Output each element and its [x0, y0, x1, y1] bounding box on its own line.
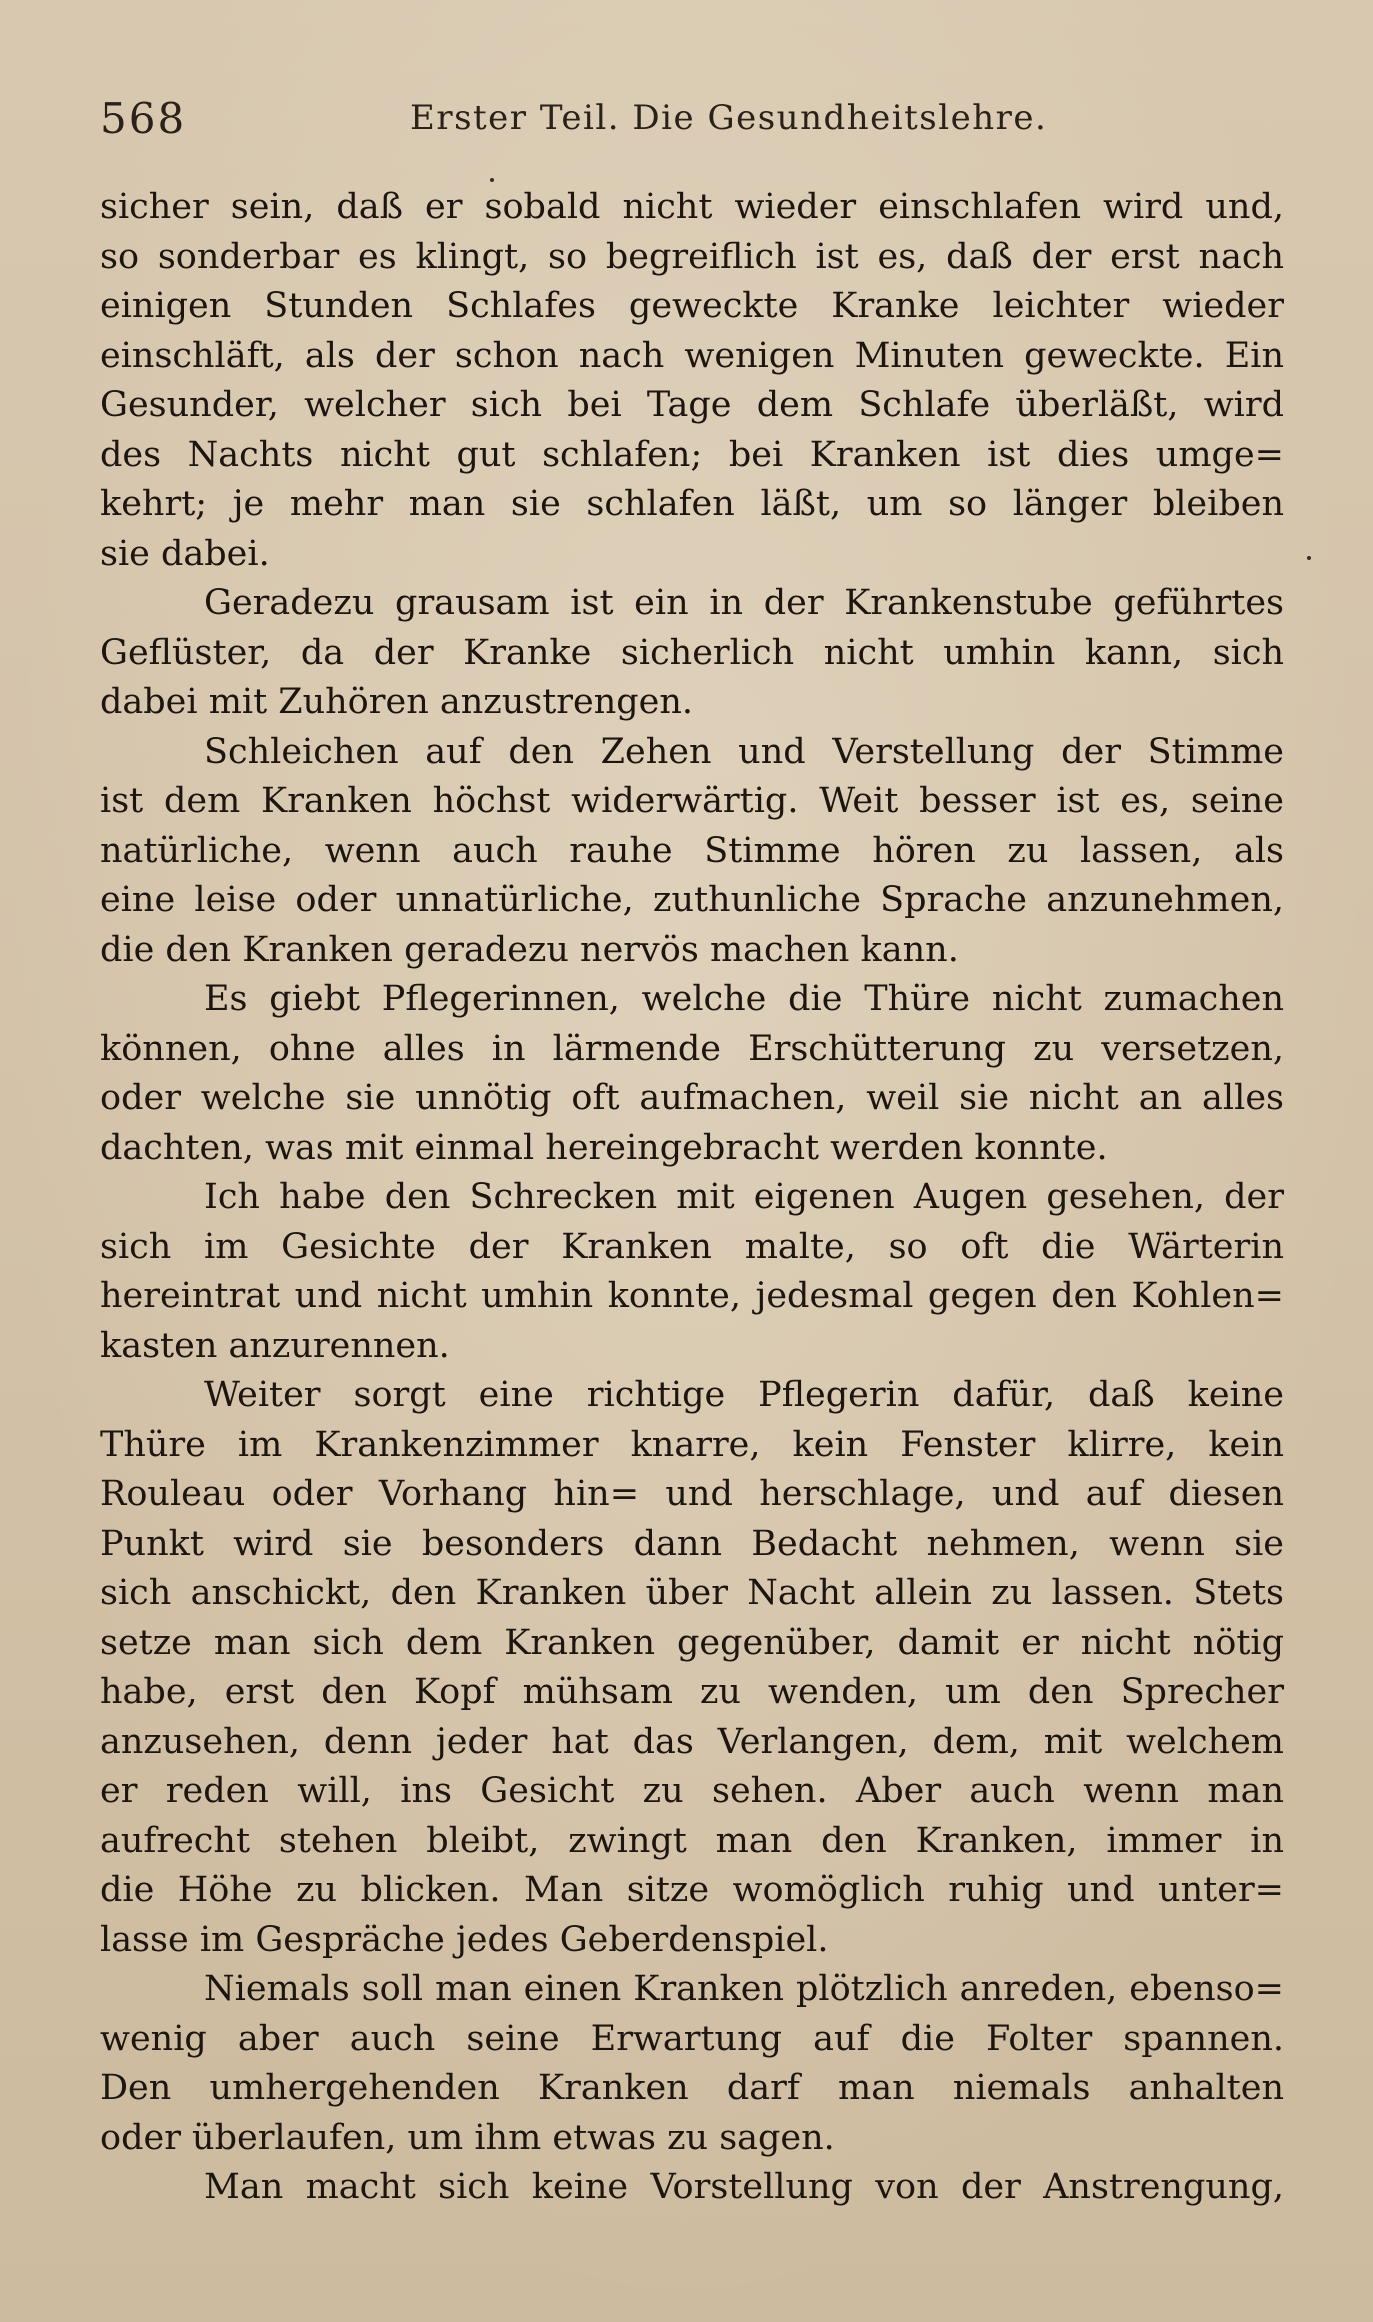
text-line: dabei mit Zuhören anzustrengen. — [100, 682, 694, 722]
body-text — [100, 183, 1284, 2213]
text-line: können, ohne alles in lärmende Erschütterung zu versetzen, — [100, 1028, 1284, 1069]
text-line: die den Kranken geradezu nervös machen kann. — [100, 929, 959, 970]
paragraph-first-line: Geradezu grausam ist ein in der Krankenstube geführtes — [204, 583, 1284, 623]
text-line: einigen Stunden Schlafes geweckte Kranke leichter wieder — [100, 286, 1284, 326]
paper-speck — [490, 178, 494, 182]
text-line: Gesunder, welcher sich bei Tage dem Schlafe überläßt, wird — [100, 385, 1284, 425]
page-number: 568 — [100, 94, 187, 143]
text-line: so sonderbar es klingt, so begreiflich ist es, daß der erst nach — [100, 236, 1284, 277]
text-line: anzusehen, denn jeder hat das Verlangen, dem, mit welchem — [100, 1721, 1284, 1762]
text-line: sich anschickt, den Kranken über Nacht allein zu lassen. Stets — [100, 1573, 1284, 1613]
text-line: eine leise oder unnatürliche, zuthunliche Sprache anzunehmen, — [100, 880, 1284, 920]
text-line: wenig aber auch seine Erwartung auf die Folter spannen. — [100, 2018, 1284, 2059]
page-header — [100, 88, 1280, 158]
text-line: die Höhe zu blicken. Man sitze womöglich ruhig und unter= — [100, 1870, 1284, 1910]
paragraph-first-line: Weiter sorgt eine richtige Pflegerin dafür, daß keine — [204, 1375, 1284, 1415]
text-line: sie dabei. — [100, 533, 270, 574]
text-line: sich im Gesichte der Kranken malte, so oft die Wärterin — [100, 1226, 1284, 1267]
text-line: er reden will, ins Gesicht zu sehen. Aber auch wenn man — [100, 1771, 1284, 1811]
text-line: Thüre im Krankenzimmer knarre, kein Fenster klirre, kein — [100, 1424, 1284, 1465]
text-line: setze man sich dem Kranken gegenüber, damit er nicht nötig — [100, 1622, 1284, 1663]
text-line: Geflüster, da der Kranke sicherlich nicht umhin kann, sich — [100, 632, 1284, 673]
text-line: kehrt; je mehr man sie schlafen läßt, um so länger bleiben — [100, 484, 1284, 524]
running-head: Erster Teil. Die Gesundheitslehre. — [410, 98, 1048, 138]
text-line: habe, erst den Kopf mühsam zu wenden, um den Sprecher — [100, 1672, 1284, 1712]
paragraph-first-line: Schleichen auf den Zehen und Verstellung der Stimme — [204, 731, 1284, 772]
text-line: Punkt wird sie besonders dann Bedacht nehmen, wenn sie — [100, 1523, 1284, 1564]
text-line: einschläft, als der schon nach wenigen Minuten geweckte. Ein — [100, 335, 1284, 376]
text-line: sicher sein, daß er sobald nicht wieder einschlafen wird und, — [100, 187, 1284, 227]
text-line: kasten anzurennen. — [100, 1325, 450, 1366]
text-line: oder welche sie unnötig oft aufmachen, weil sie nicht an alles — [100, 1078, 1284, 1118]
paragraph-first-line: Niemals soll man einen Kranken plötzlich anreden, ebenso= — [204, 1969, 1284, 2009]
text-line: ist dem Kranken höchst widerwärtig. Weit besser ist es, seine — [100, 781, 1284, 821]
text-line: Den umhergehenden Kranken darf man niemals anhalten — [100, 2068, 1284, 2108]
text-line: natürliche, wenn auch rauhe Stimme hören zu lassen, als — [100, 830, 1284, 871]
text-line: hereintrat und nicht umhin konnte, jedesmal gegen den Kohlen= — [100, 1276, 1284, 1316]
paper-speck — [1307, 556, 1311, 560]
text-line: lasse im Gespräche jedes Geberdenspiel. — [100, 1919, 829, 1960]
text-line: dachten, was mit einmal hereingebracht werden konnte. — [100, 1127, 1108, 1168]
text-line: oder überlaufen, um ihm etwas zu sagen. — [100, 2117, 835, 2158]
paragraph-first-line: Es giebt Pflegerinnen, welche die Thüre nicht zumachen — [204, 979, 1284, 1019]
text-line: Rouleau oder Vorhang hin= und herschlage, und auf diesen — [100, 1474, 1284, 1514]
paragraph-first-line: Man macht sich keine Vorstellung von der Anstrengung, — [204, 2167, 1284, 2207]
text-line: des Nachts nicht gut schlafen; bei Kranken ist dies umge= — [100, 434, 1284, 475]
paragraph-first-line: Ich habe den Schrecken mit eigenen Augen gesehen, der — [204, 1177, 1284, 1217]
text-line: aufrecht stehen bleibt, zwingt man den Kranken, immer in — [100, 1820, 1284, 1861]
